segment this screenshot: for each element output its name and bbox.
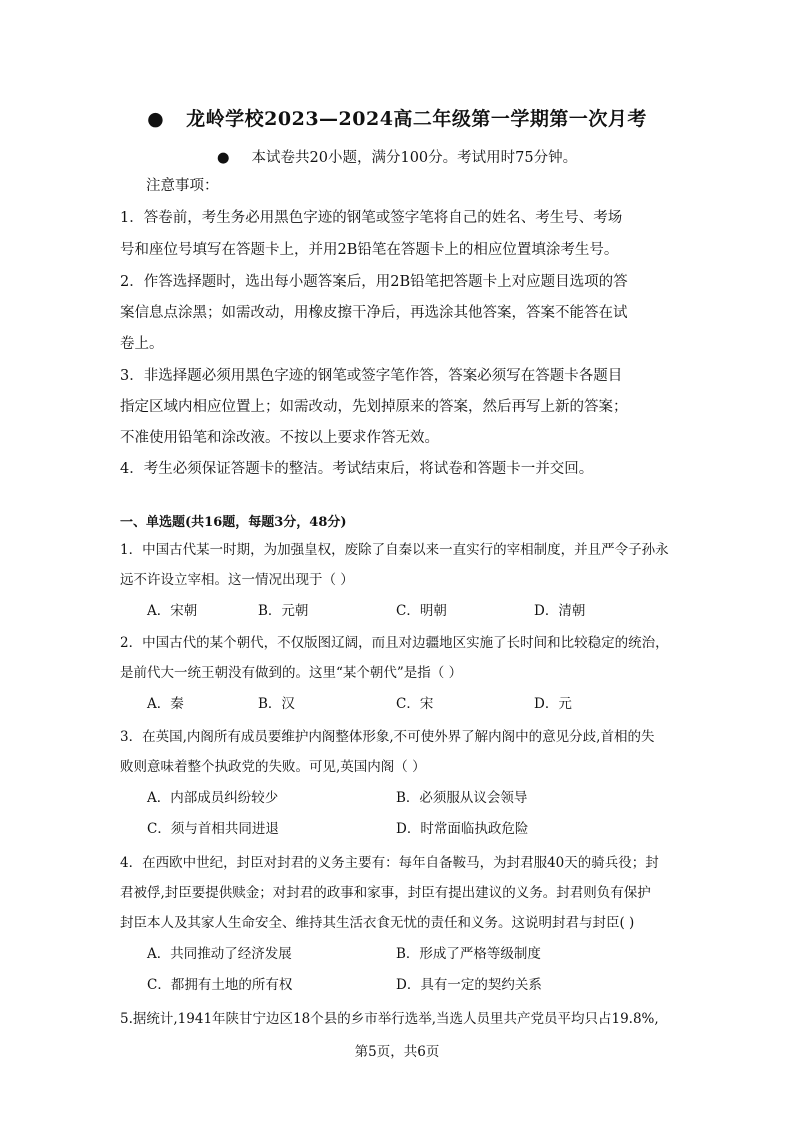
question-4-option-b[interactable]: B．形成了严格等级制度 <box>396 946 541 962</box>
question-4-option-d[interactable]: D．具有一定的契约关系 <box>396 977 542 993</box>
notice-line: 卷上。 <box>120 336 164 352</box>
section-heading: 一、单选题(共16题，每题3分，48分) <box>120 515 347 530</box>
exam-title: 龙岭学校2023—2024高二年级第一学期第一次月考 <box>186 108 647 130</box>
question-2-line: 是前代大一统王朝没有做到的。这里“某个朝代”是指（ ） <box>120 665 463 681</box>
notice-line: 指定区域内相应位置上；如需改动，先划掉原来的答案，然后再写上新的答案； <box>120 399 628 415</box>
question-1-line: 1．中国古代某一时期，为加强皇权，废除了自秦以来一直实行的宰相制度，并且严令子孙永 <box>120 542 669 558</box>
exam-subtitle: 本试卷共20小题，满分100分。考试用时75分钟。 <box>251 150 578 166</box>
exam-title-row <box>0 104 794 131</box>
notice-heading: 注意事项： <box>146 178 219 194</box>
question-4-line: 君被俘,封臣要提供赎金；对封君的政事和家事，封臣有提出建议的义务。封君则负有保护 <box>120 885 651 901</box>
question-4-option-c[interactable]: C．都拥有土地的所有权 <box>147 977 293 993</box>
page-footer: 第5页，共6页 <box>354 1044 440 1060</box>
notice-line: 不准使用铅笔和涂改液。不按以上要求作答无效。 <box>120 430 439 446</box>
notice-line: 1．答卷前，考生务必用黑色字迹的钢笔或签字笔将自己的姓名、考生号、考场 <box>120 210 623 226</box>
exam-subtitle-row <box>0 146 794 167</box>
notice-line: 号和座位号填写在答题卡上，并用2B铅笔在答题卡上的相应位置填涂考生号。 <box>120 242 619 258</box>
notice-line: 案信息点涂黑；如需改动，用橡皮擦干净后，再选涂其他答案，答案不能答在试 <box>120 305 628 321</box>
question-1-line: 远不许设立宰相。这一情况出现于（ ） <box>120 572 354 588</box>
question-3-option-a[interactable]: A．内部成员纠纷较少 <box>147 790 279 806</box>
question-2-option-d[interactable]: D．元 <box>534 696 572 712</box>
question-4-option-a[interactable]: A．共同推动了经济发展 <box>147 946 292 962</box>
notice-line: 4．考生必须保证答题卡的整洁。考试结束后，将试卷和答题卡一并交回。 <box>120 461 594 477</box>
notice-line: 2．作答选择题时，选出每小题答案后，用2B铅笔把答题卡上对应题目选项的答 <box>120 274 628 290</box>
question-1-option-d[interactable]: D．清朝 <box>534 603 586 619</box>
question-2-option-b[interactable]: B．汉 <box>258 696 295 712</box>
question-1-option-c[interactable]: C．明朝 <box>396 603 447 619</box>
question-2-line: 2．中国古代的某个朝代，不仅版图辽阔，而且对边疆地区实施了长时间和比较稳定的统治， <box>120 635 669 651</box>
question-2-option-c[interactable]: C．宋 <box>396 696 434 712</box>
question-3-option-d[interactable]: D．时常面临执政危险 <box>396 821 529 837</box>
question-2-option-a[interactable]: A．秦 <box>147 696 184 712</box>
question-5-line: 5.据统计,1941年陕甘宁边区18个县的乡市举行选举,当选人员里共产党员平均只占19.8%, <box>120 1011 659 1027</box>
notice-line: 3．非选择题必须用黑色字迹的钢笔或签字笔作答，答案必须写在答题卡各题目 <box>120 368 623 384</box>
bullet-dot: ● <box>216 150 230 166</box>
question-4-line: 4．在西欧中世纪，封臣对封君的义务主要有：每年自备鞍马，为封君服40天的骑兵役；封 <box>120 855 659 871</box>
question-3-line: 败则意味着整个执政党的失败。可见,英国内阁（ ） <box>120 759 426 775</box>
question-1-option-a[interactable]: A．宋朝 <box>147 603 198 619</box>
question-4-line: 封臣本人及其家人生命安全、维持其生活衣食无忧的责任和义务。这说明封君与封臣( ) <box>120 915 635 931</box>
question-1-option-b[interactable]: B．元朝 <box>258 603 309 619</box>
question-3-option-c[interactable]: C．须与首相共同进退 <box>147 821 279 837</box>
question-3-line: 3．在英国,内阁所有成员要维护内阁整体形象,不可使外界了解内阁中的意见分歧,首相的失 <box>120 729 655 745</box>
bullet-dot: ● <box>147 108 165 130</box>
question-3-option-b[interactable]: B．必须服从议会领导 <box>396 790 528 806</box>
